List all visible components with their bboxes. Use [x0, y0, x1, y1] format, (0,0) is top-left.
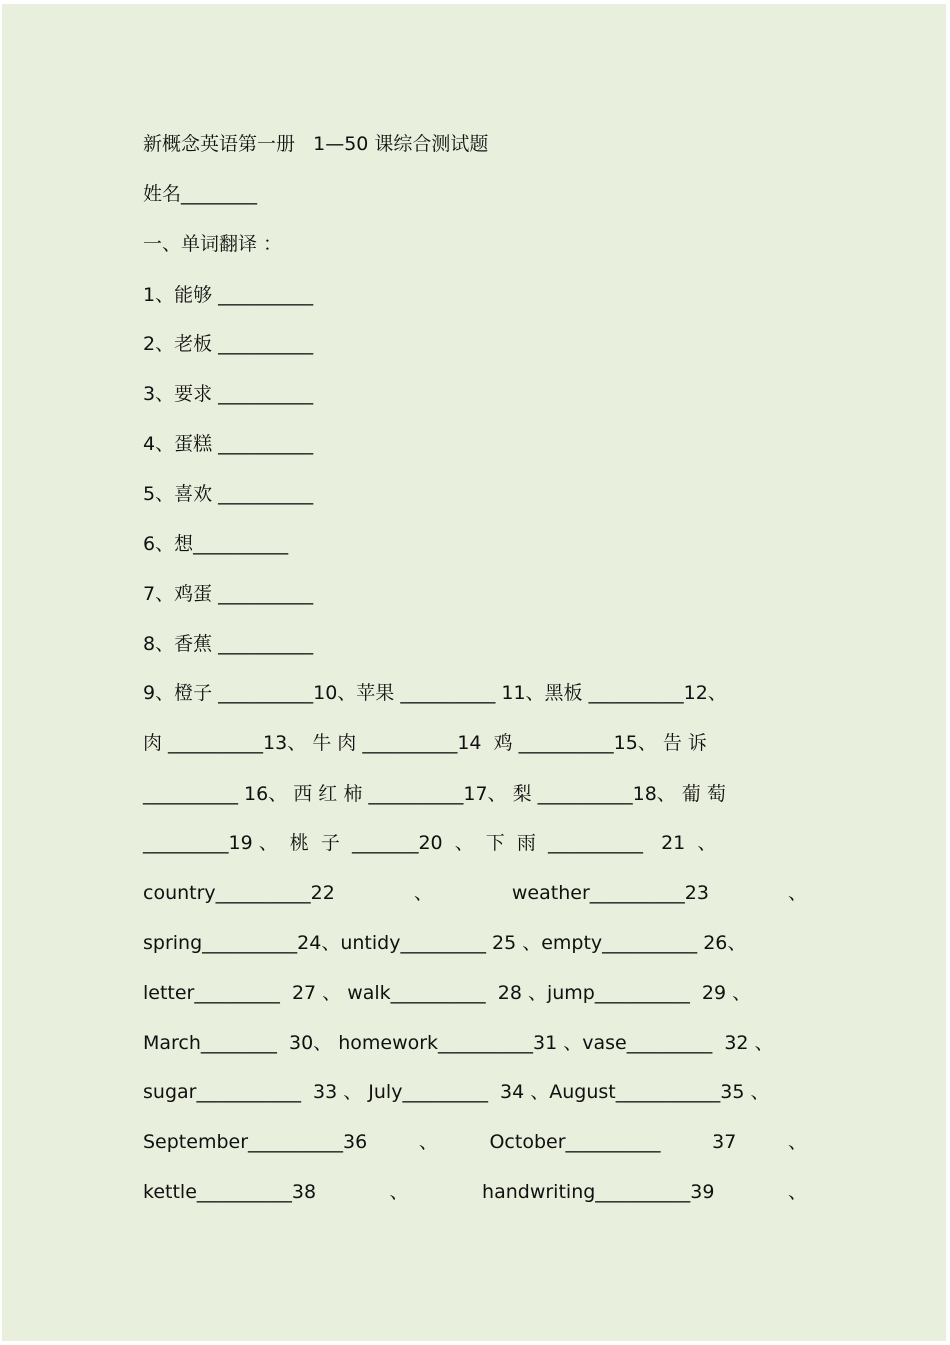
question-row — [143, 829, 807, 857]
question-item: 2、老板 __________ — [143, 333, 314, 355]
question-row — [143, 979, 807, 1007]
question-item: 1、能够 __________ — [143, 284, 314, 306]
question-item: 7、鸡蛋 __________ — [143, 583, 314, 605]
question-row-part: October__________ — [489, 1131, 661, 1153]
question-item: 4、蛋糕 __________ — [143, 433, 314, 455]
question-row-part: handwriting__________39 — [482, 1181, 715, 1203]
question-row-part: 、 — [787, 882, 807, 904]
question-row — [143, 679, 807, 707]
question-row-part: 37 — [712, 1131, 737, 1153]
question-row — [143, 1078, 807, 1106]
document-title: 新概念英语第一册 1—50 课综合测试题 — [143, 133, 489, 155]
question-row-part: September__________36 — [143, 1131, 368, 1153]
question-row — [143, 929, 807, 957]
question-row-text: _________19 、 桃 子 _______20 、 下 雨 __________ 21 、 — [143, 832, 717, 854]
question-row-part: 、 — [389, 1181, 409, 1203]
question-item: 3、要求 __________ — [143, 383, 314, 405]
question-row-text: spring__________24、untidy_________ 25 、empty__________ 26、 — [143, 932, 747, 954]
question-row-part: 、 — [413, 882, 433, 904]
question-row-text: March________ 30、 homework__________31 、vase_________ 32 、 — [143, 1032, 774, 1054]
question-row-text: __________ 16、 西 红 柿 __________17、 梨 __________18、 葡 萄 — [143, 783, 726, 805]
question-row-part: 、 — [787, 1181, 807, 1203]
question-row — [143, 780, 807, 808]
question-row-part: weather__________23 — [511, 882, 709, 904]
question-row-text: letter_________ 27 、 walk__________ 28 、jump__________ 29 、 — [143, 982, 752, 1004]
question-item: 8、香蕉 __________ — [143, 633, 314, 655]
section-heading: 一、单词翻译 ： — [143, 233, 283, 255]
question-item: 6、想__________ — [143, 533, 289, 555]
question-item: 5、喜欢 __________ — [143, 483, 314, 505]
question-row-part: 、 — [787, 1131, 807, 1153]
question-row-text: 9、橙子 __________10、苹果 __________ 11、黑板 __________12、 — [143, 682, 727, 704]
question-row-part: 、 — [418, 1131, 438, 1153]
question-row — [143, 1128, 807, 1156]
question-row — [143, 729, 807, 757]
question-row-text: 肉 __________13、 牛 肉 __________14 鸡 __________15、 告 诉 — [143, 732, 707, 754]
question-row-part: kettle__________38 — [143, 1181, 317, 1203]
name-field: 姓名________ — [143, 183, 258, 205]
question-row — [143, 1178, 807, 1206]
question-row — [143, 1029, 807, 1057]
question-row — [143, 879, 807, 907]
question-row-text: sugar___________ 33 、 July_________ 34 、August___________35 、 — [143, 1081, 770, 1103]
question-row-part: country__________22 — [143, 882, 335, 904]
